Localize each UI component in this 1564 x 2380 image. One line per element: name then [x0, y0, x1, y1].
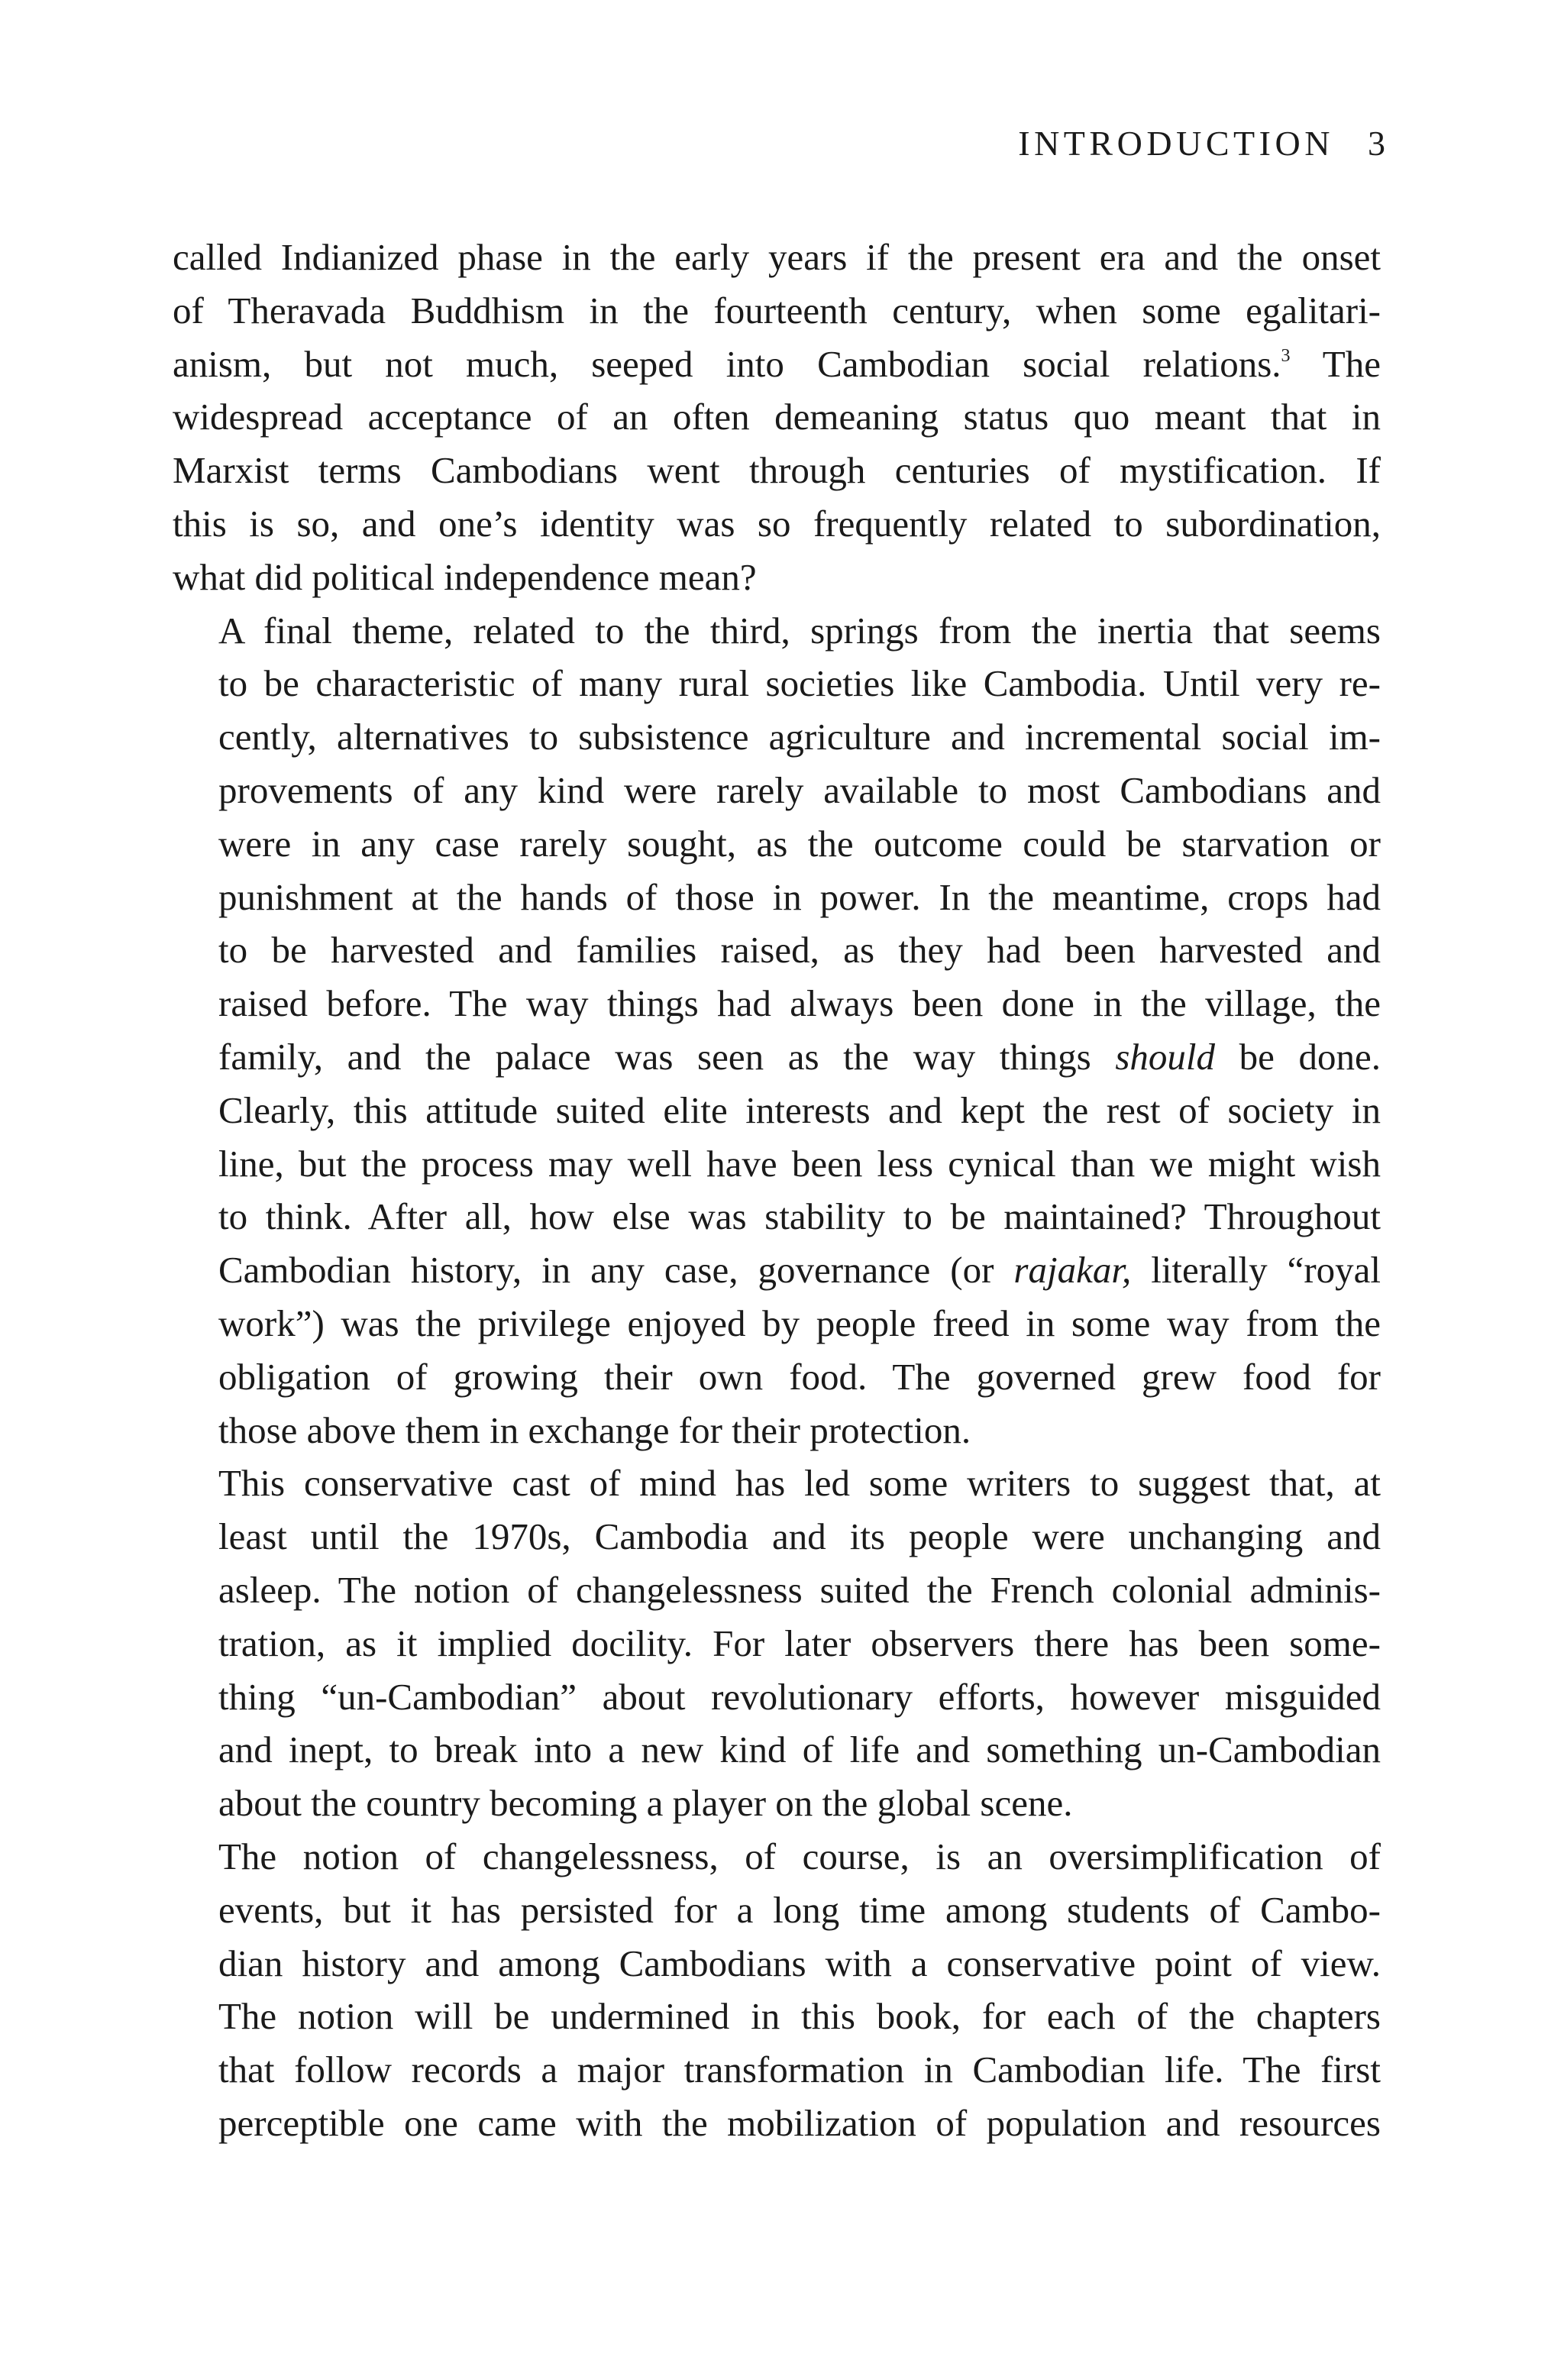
text-line: thing “un-Cambodian” about revolutionary efforts, however misguided — [218, 1675, 1381, 1718]
running-head — [1018, 126, 1385, 161]
text-line: Marxist terms Cambodians went through centuries of mystification. If — [173, 449, 1381, 492]
text-line: Clearly, this attitude suited elite interests and kept the rest of society in — [218, 1088, 1381, 1131]
body-text — [173, 231, 1381, 2150]
text-line: asleep. The notion of changelessness suited the French colonial adminis- — [218, 1568, 1381, 1611]
text-line: widespread acceptance of an often demeaning status quo meant that in — [173, 396, 1381, 438]
text-line: were in any case rarely sought, as the outcome could be starvation or — [218, 822, 1381, 865]
text-fragment: The — [1290, 342, 1381, 385]
text-line: dian history and among Cambodians with a conservative point of view. — [218, 1942, 1381, 1984]
text-line: what did political independence mean? — [173, 555, 757, 598]
text-line: cently, alternatives to subsistence agriculture and incremental social im- — [218, 716, 1381, 758]
text-line: raised before. The way things had always been done in the village, the — [218, 982, 1381, 1025]
text-line: A final theme, related to the third, springs from the inertia that seems — [218, 609, 1381, 652]
paragraph-2 — [173, 604, 1381, 1457]
text-fragment: anism, but not much, seeped into Cambodian social relations. — [173, 342, 1281, 385]
text-line: line, but the process may well have been less cynical than we might wish — [218, 1142, 1381, 1185]
text-line: this is so, and one’s identity was so frequently related to subordination, — [173, 502, 1381, 545]
footnote-marker[interactable]: 3 — [1281, 345, 1291, 366]
text-line — [173, 1030, 1381, 1084]
paragraph-3 — [173, 1457, 1381, 1830]
text-fragment: family, and the palace was seen as the way things — [218, 1035, 1116, 1078]
text-line: The notion will be undermined in this book, for each of the chapters — [218, 1995, 1381, 2038]
text-line — [173, 338, 1381, 391]
text-line: perceptible one came with the mobilization of population and resources — [218, 2101, 1381, 2144]
text-fragment: be done. — [1215, 1035, 1381, 1078]
italic-term: rajakar, — [1013, 1249, 1132, 1292]
paragraph-4 — [173, 1830, 1381, 2150]
text-line: of Theravada Buddhism in the fourteenth century, when some egalitari- — [173, 289, 1381, 331]
page-number: 3 — [1368, 124, 1385, 163]
text-line: This conservative cast of mind has led some writers to suggest that, at — [218, 1462, 1381, 1505]
text-line: those above them in exchange for their protection. — [218, 1408, 971, 1451]
text-line: The notion of changelessness, of course, is an oversimplification of — [218, 1835, 1381, 1877]
text-line: tration, as it implied docility. For later observers there has been some- — [218, 1622, 1381, 1664]
text-line: called Indianized phase in the early years if the present era and the onset — [173, 236, 1381, 278]
text-fragment: Cambodian history, in any case, governance (or — [218, 1249, 1014, 1292]
text-line: and inept, to break into a new kind of life and something un-Cambodian — [218, 1728, 1381, 1771]
section-title: INTRODUCTION — [1018, 124, 1334, 163]
text-line: to be harvested and families raised, as they had been harvested and — [218, 929, 1381, 972]
text-line: least until the 1970s, Cambodia and its people were unchanging and — [218, 1515, 1381, 1558]
text-line: to be characteristic of many rural societies like Cambodia. Until very re- — [218, 662, 1381, 705]
text-line: to think. After all, how else was stability to be maintained? Throughout — [218, 1195, 1381, 1238]
text-line: that follow records a major transformation in Cambodian life. The first — [218, 2049, 1381, 2091]
text-line: obligation of growing their own food. The governed grew food for — [218, 1355, 1381, 1398]
text-line: about the country becoming a player on the global scene. — [218, 1782, 1073, 1825]
text-fragment: literally “royal — [1131, 1249, 1381, 1292]
text-line: events, but it has persisted for a long time among students of Cambo- — [218, 1888, 1381, 1931]
text-line: provements of any kind were rarely available to most Cambodians and — [218, 768, 1381, 811]
paragraph-1 — [173, 231, 1381, 604]
text-line: punishment at the hands of those in power. In the meantime, crops had — [218, 875, 1381, 918]
italic-emphasis: should — [1115, 1035, 1215, 1078]
text-line: work”) was the privilege enjoyed by people freed in some way from the — [218, 1302, 1381, 1344]
text-line — [173, 1243, 1381, 1297]
